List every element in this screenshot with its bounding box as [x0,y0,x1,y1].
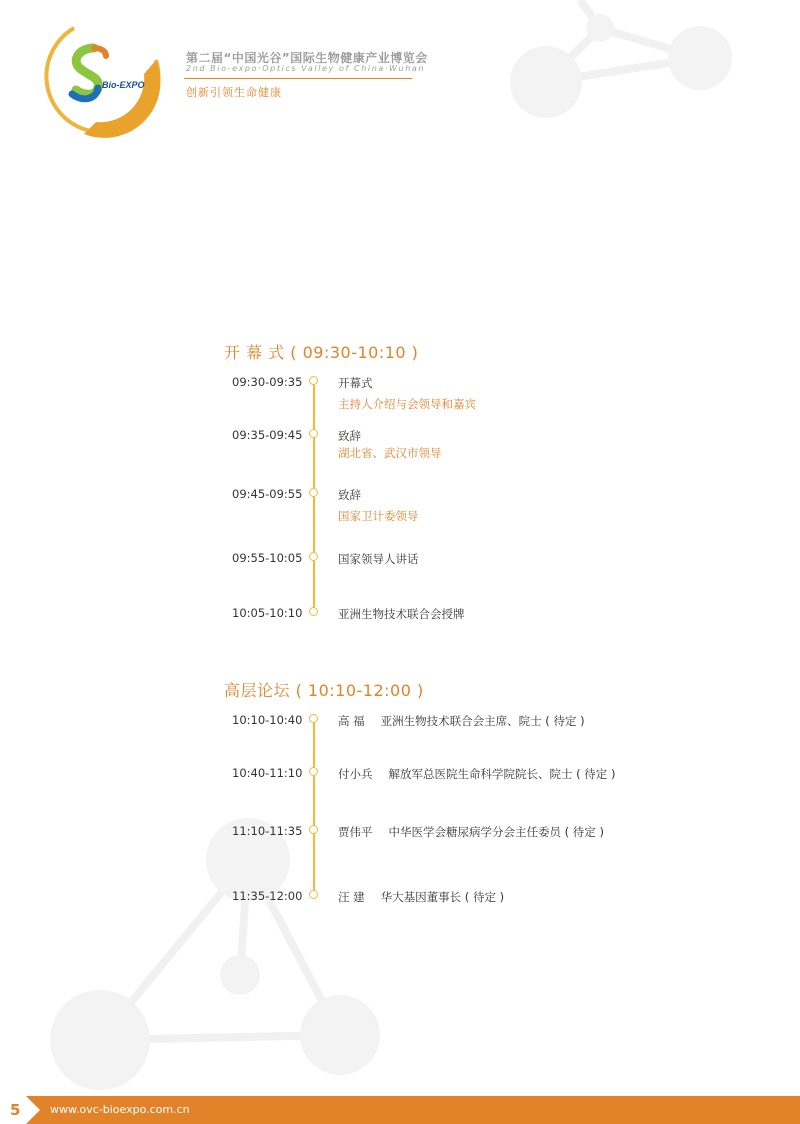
item-speaker [338,713,585,729]
item-time: 09:35-09:45 [232,428,303,442]
item-title: 亚洲生物技术联合会授牌 [338,607,465,621]
item-subtitle: 国家卫计委领导 [338,509,419,523]
item-time: 11:10-11:35 [232,824,303,838]
expo-subtitle: 2nd Bio-expo·Optics Valley of China·Wuhan [186,64,426,73]
item-speaker [338,766,615,782]
item-time: 10:05-10:10 [232,606,303,620]
speaker-role: 解放军总医院生命科学院院长、院士 ( 待定 ) [388,767,616,781]
expo-slogan: 创新引领生命健康 [186,86,282,99]
timeline-dot-icon [309,376,318,385]
page-header [0,0,800,150]
item-time: 10:10-10:40 [232,713,303,727]
item-title: 致辞 [338,429,361,443]
page-number: 5 [10,1101,21,1119]
section-title-opening: 开 幕 式 ( 09:30-10:10 ) [224,343,419,362]
speaker-name: 付小兵 [338,767,373,781]
item-speaker [338,889,504,905]
timeline-dot-icon [309,607,318,616]
item-title: 开幕式 [338,376,373,390]
speaker-name: 高 福 [338,714,365,728]
item-time: 09:30-09:35 [232,375,303,389]
item-title: 致辞 [338,488,361,502]
item-subtitle: 湖北省、武汉市领导 [338,446,442,460]
speaker-name: 贾伟平 [338,825,373,839]
speaker-name: 汪 建 [338,890,365,904]
item-time: 10:40-11:10 [232,766,303,780]
website-link[interactable]: www.ovc-bioexpo.com.cn [50,1103,190,1116]
speaker-role: 华大基因董事长 ( 待定 ) [380,890,505,904]
item-time: 09:45-09:55 [232,487,303,501]
item-time: 09:55-10:05 [232,551,303,565]
timeline-line [313,714,315,894]
speaker-role: 中华医学会糖尿病学分会主任委员 ( 待定 ) [388,825,604,839]
header-divider [184,78,412,79]
timeline-dot-icon [309,767,318,776]
timeline-dot-icon [309,429,318,438]
svg-text:Bio-EXPO: Bio-EXPO [102,80,145,90]
timeline-dot-icon [309,714,318,723]
item-speaker [338,824,604,840]
timeline-dot-icon [309,890,318,899]
item-subtitle: 主持人介绍与会领导和嘉宾 [338,397,476,411]
bio-expo-logo-icon [44,22,164,140]
timeline-dot-icon [309,825,318,834]
section-title-forum: 高层论坛 ( 10:10-12:00 ) [224,681,424,700]
item-title: 国家领导人讲话 [338,552,419,566]
timeline-dot-icon [309,552,318,561]
expo-title: 第二届“中国光谷”国际生物健康产业博览会 [186,51,428,65]
item-time: 11:35-12:00 [232,889,303,903]
page-footer [0,1096,800,1124]
timeline-dot-icon [309,488,318,497]
speaker-role: 亚洲生物技术联合会主席、院士 ( 待定 ) [380,714,585,728]
